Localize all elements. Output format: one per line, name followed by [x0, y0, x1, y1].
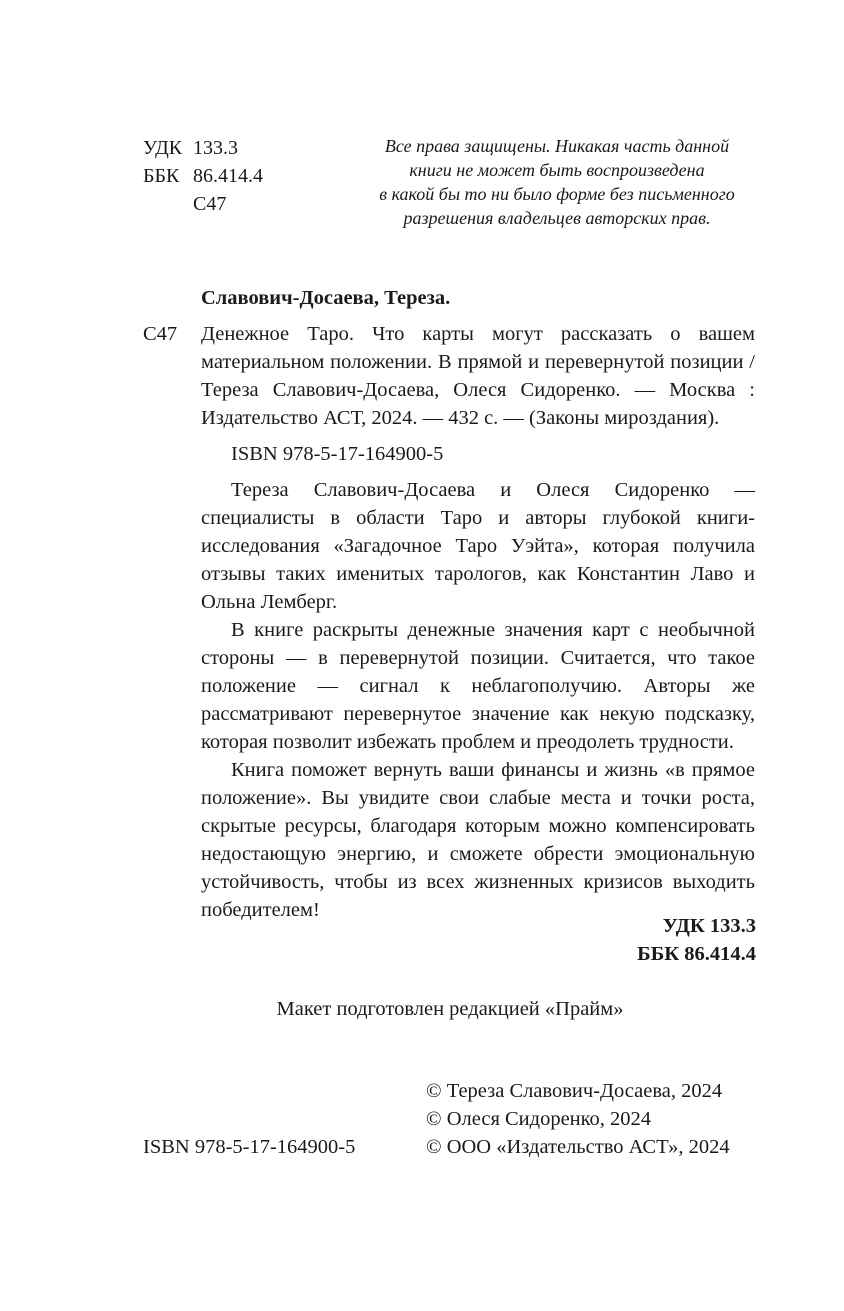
- copyright-block: [426, 1077, 730, 1161]
- rights-line: книги не может быть воспроизведена: [409, 160, 705, 180]
- bbk-right: ББК 86.414.4: [637, 943, 756, 965]
- catalog-record: [143, 284, 755, 924]
- copyright-line: © Олеся Сидоренко, 2024: [426, 1108, 652, 1130]
- bbk-row: [143, 162, 263, 190]
- classification-codes-right: [560, 912, 756, 968]
- udk-label: УДК: [143, 137, 183, 159]
- catalog-entry: [143, 320, 755, 432]
- udk-row: [143, 134, 263, 162]
- rights-line: разрешения владельцев авторских прав.: [403, 208, 711, 228]
- classification-block: [143, 134, 263, 218]
- copyright-line: © Тереза Славович-Досаева, 2024: [426, 1080, 723, 1102]
- rights-line: в какой бы то ни было форме без письменного: [379, 184, 735, 204]
- layout-note: Макет подготовлен редакцией «Прайм»: [276, 998, 624, 1020]
- rights-notice: [352, 134, 762, 230]
- copyright-line: © ООО «Издательство АСТ», 2024: [426, 1136, 730, 1158]
- annotation-paragraph: Тереза Славович-Досаева и Олеся Сидоренко — специалисты в области Таро и авторы глубокой книги-исследования «Загадочное Таро Уэйта», которая получила отзывы таких именитых тарологов, как Константин Лаво и Ольна Лемберг.: [201, 479, 755, 613]
- catalog-isbn: ISBN 978-5-17-164900-5: [231, 443, 444, 465]
- bbk-label: ББК: [143, 165, 180, 187]
- author-heading: Славович-Досаева, Тереза.: [201, 287, 451, 309]
- isbn-bottom: ISBN 978-5-17-164900-5: [143, 1136, 356, 1158]
- udk-value: 133.3: [193, 137, 238, 159]
- annotation-paragraph: Книга поможет вернуть ваши финансы и жизнь «в прямое положение». Вы увидите свои слабые места и точки роста, скрытые ресурсы, благодаря которым можно компенсировать недостающую энергию, и сможете обрести эмоциональную устойчивость, чтобы из всех жизненных кризисов выходить победителем!: [201, 759, 755, 921]
- author-mark: С47: [193, 193, 227, 215]
- rights-line: Все права защищены. Никакая часть данной: [384, 136, 730, 156]
- bbk-value: 86.414.4: [193, 165, 263, 187]
- catalog-description: Денежное Таро. Что карты могут рассказать о вашем материальном положении. В прямой и перевернутой позиции / Тереза Славович-Досаева, Олеся Сидоренко. — Москва : Издательство АСТ, 2024. — 432 с. — (Законы мироздания).: [201, 323, 755, 429]
- catalog-code: С47: [143, 323, 178, 345]
- udk-right: УДК 133.3: [662, 915, 756, 937]
- annotation-paragraph: В книге раскрыты денежные значения карт с необычной стороны — в перевернутой позиции. Считается, что такое положение — сигнал к неблагополучию. Авторы же рассматривают перевернутое значение как некую подсказку, которая позволит избежать проблем и преодолеть трудности.: [201, 619, 755, 753]
